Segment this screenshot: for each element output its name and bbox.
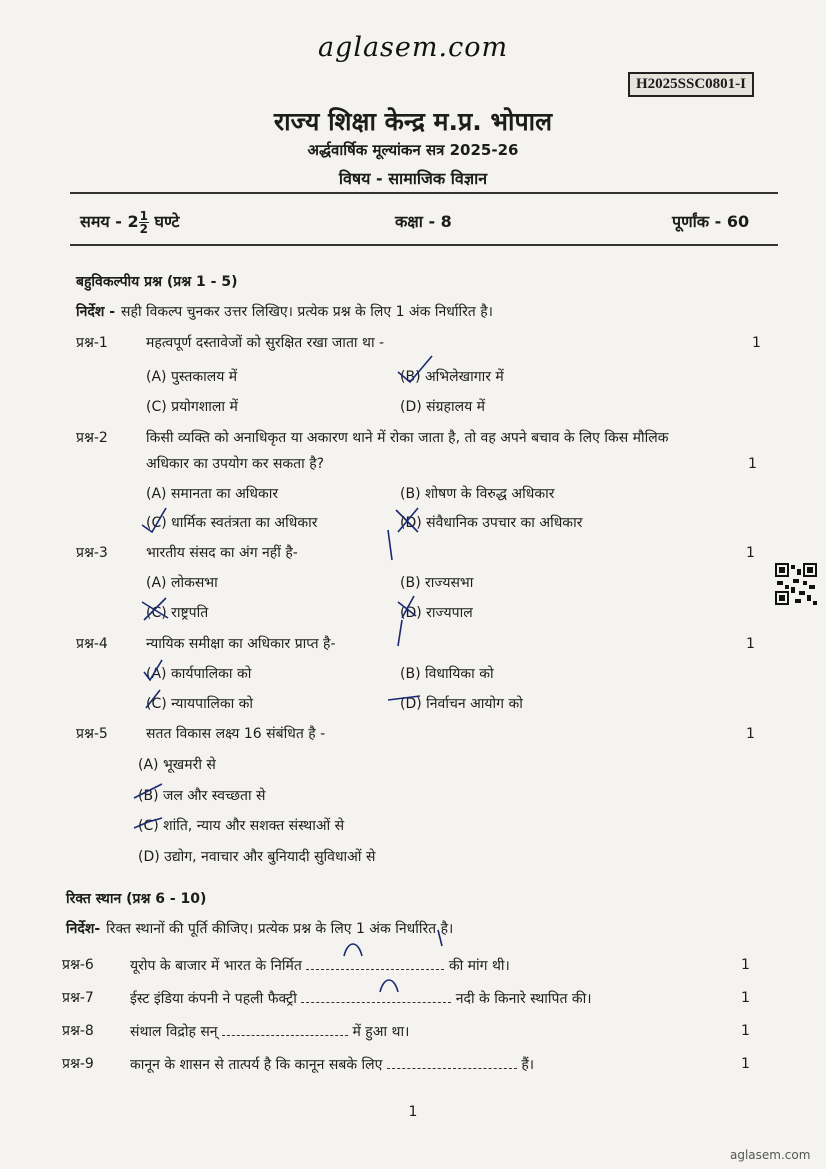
class-info: कक्षा - 8 [395, 212, 452, 231]
q6-text-post: की मांग थी। [448, 958, 510, 974]
q6-blank[interactable] [306, 955, 444, 970]
q4-marks: 1 [746, 636, 755, 652]
q2-option-a: (A) समानता का अधिकार [146, 486, 279, 502]
q5-option-d: (D) उद्योग, नवाचार और बुनियादी सुविधाओं से [138, 849, 376, 865]
q4-text: न्यायिक समीक्षा का अधिकार प्राप्त है- [146, 636, 336, 652]
q3-marks: 1 [746, 545, 755, 561]
time-fraction [139, 210, 149, 235]
q2-option-d: (D) संवैधानिक उपचार का अधिकार [400, 515, 583, 531]
q9-marks: 1 [741, 1056, 750, 1072]
q9-text [130, 1054, 534, 1074]
q4-number: प्रश्न-4 [76, 636, 108, 652]
q3-number: प्रश्न-3 [76, 545, 108, 561]
q1-option-c: (C) प्रयोगशाला में [146, 399, 238, 415]
q9-text-pre: कानून के शासन से तात्पर्य है कि कानून सबके लिए [130, 1057, 383, 1073]
q1-option-a: (A) पुस्तकालय में [146, 369, 238, 385]
q4-option-a: (A) कार्यपालिका को [146, 666, 252, 682]
mcq-heading: बहुविकल्पीय प्रश्न (प्रश्न 1 - 5) [76, 274, 238, 290]
q2-option-b: (B) शोषण के विरुद्ध अधिकार [400, 486, 555, 502]
time-unit: घण्टे [154, 212, 180, 231]
fill-heading: रिक्त स्थान (प्रश्न 6 - 10) [66, 891, 207, 907]
header-divider-bottom [70, 244, 778, 246]
mcq-instruction [76, 302, 493, 321]
q7-text-post: नदी के किनारे स्थापित की। [455, 991, 592, 1007]
q3-option-b: (B) राज्यसभा [400, 575, 474, 591]
q7-number: प्रश्न-7 [62, 990, 94, 1006]
q2-text: किसी व्यक्ति को अनाधिकृत या अकारण थाने में रोका जाता है, तो वह अपने बचाव के लिए किस मौलिक [146, 430, 669, 446]
max-marks: पूर्णांक - 60 [672, 212, 750, 231]
qr-code-icon [775, 563, 817, 605]
paper-code: H2025SSC0801-I [628, 72, 754, 97]
q8-text-post: में हुआ था। [352, 1024, 410, 1040]
q1-text: महत्वपूर्ण दस्तावेजों को सुरक्षित रखा जाता था - [146, 335, 385, 351]
q2-number: प्रश्न-2 [76, 430, 108, 446]
time-info [80, 210, 179, 235]
q8-number: प्रश्न-8 [62, 1023, 94, 1039]
subject-line: विषय - सामाजिक विज्ञान [338, 169, 488, 188]
q3-option-d: (D) राज्यपाल [400, 605, 473, 621]
fill-instruction [66, 919, 453, 938]
time-frac-den: 2 [139, 222, 148, 236]
q8-blank[interactable] [222, 1021, 348, 1036]
q6-marks: 1 [741, 957, 750, 973]
q5-option-a: (A) भूखमरी से [138, 757, 216, 773]
q3-text: भारतीय संसद का अंग नहीं है- [146, 545, 298, 561]
q2-marks: 1 [748, 456, 757, 472]
pen-stroke-q3 [388, 530, 392, 560]
header-divider-top [70, 192, 778, 194]
q6-number: प्रश्न-6 [62, 957, 94, 973]
pen-stroke-q4 [398, 620, 402, 646]
page-number: 1 [408, 1104, 418, 1120]
q5-option-b: (B) जल और स्वच्छता से [138, 788, 266, 804]
q1-option-d: (D) संग्रहालय में [400, 399, 486, 415]
watermark-bottom: aglasem.com [730, 1148, 811, 1162]
watermark-top: aglasem.com [317, 32, 509, 63]
q7-text [130, 988, 592, 1008]
q6-text-pre: यूरोप के बाजार में भारत के निर्मित [130, 958, 302, 974]
q8-text-pre: संथाल विद्रोह सन् [130, 1024, 218, 1040]
q9-blank[interactable] [387, 1054, 517, 1069]
mcq-instr-label: निर्देश - [76, 304, 116, 320]
board-title: राज्य शिक्षा केन्द्र म.प्र. भोपाल [273, 107, 553, 136]
q3-option-c: (C) राष्ट्रपति [146, 605, 209, 621]
q5-text: सतत विकास लक्ष्य 16 संबंधित है - [146, 726, 326, 742]
exam-session: अर्द्धवार्षिक मूल्यांकन सत्र 2025-26 [307, 141, 519, 159]
q7-text-pre: ईस्ट इंडिया कंपनी ने पहली फैक्ट्री [130, 991, 297, 1007]
q7-blank[interactable] [301, 988, 451, 1003]
q4-option-c: (C) न्यायपालिका को [146, 696, 254, 712]
q5-option-c: (C) शांति, न्याय और सशक्त संस्थाओं से [138, 818, 345, 834]
q2-text-cont: अधिकार का उपयोग कर सकता है? [146, 456, 325, 472]
q3-option-a: (A) लोकसभा [146, 575, 218, 591]
mcq-instr-text: सही विकल्प चुनकर उत्तर लिखिए। प्रत्येक प्रश्न के लिए 1 अंक निर्धारित है। [121, 304, 493, 320]
time-label: समय - 2 [80, 212, 139, 231]
q7-marks: 1 [741, 990, 750, 1006]
q5-number: प्रश्न-5 [76, 726, 108, 742]
q4-option-d: (D) निर्वाचन आयोग को [400, 696, 523, 712]
q5-marks: 1 [746, 726, 755, 742]
q1-number: प्रश्न-1 [76, 335, 108, 351]
q1-marks: 1 [752, 335, 761, 351]
q9-text-post: हैं। [521, 1057, 535, 1073]
q8-marks: 1 [741, 1023, 750, 1039]
time-frac-num: 1 [139, 209, 148, 223]
q8-text [130, 1021, 409, 1041]
fill-instr-text: रिक्त स्थानों की पूर्ति कीजिए। प्रत्येक प्रश्न के लिए 1 अंक निर्धारित है। [106, 921, 454, 937]
q9-number: प्रश्न-9 [62, 1056, 94, 1072]
q4-option-b: (B) विधायिका को [400, 666, 494, 682]
q6-text [130, 955, 510, 975]
fill-instr-label: निर्देश- [66, 921, 101, 937]
q1-option-b: (B) अभिलेखागार में [400, 369, 504, 385]
q2-option-c: (C) धार्मिक स्वतंत्रता का अधिकार [146, 515, 318, 531]
